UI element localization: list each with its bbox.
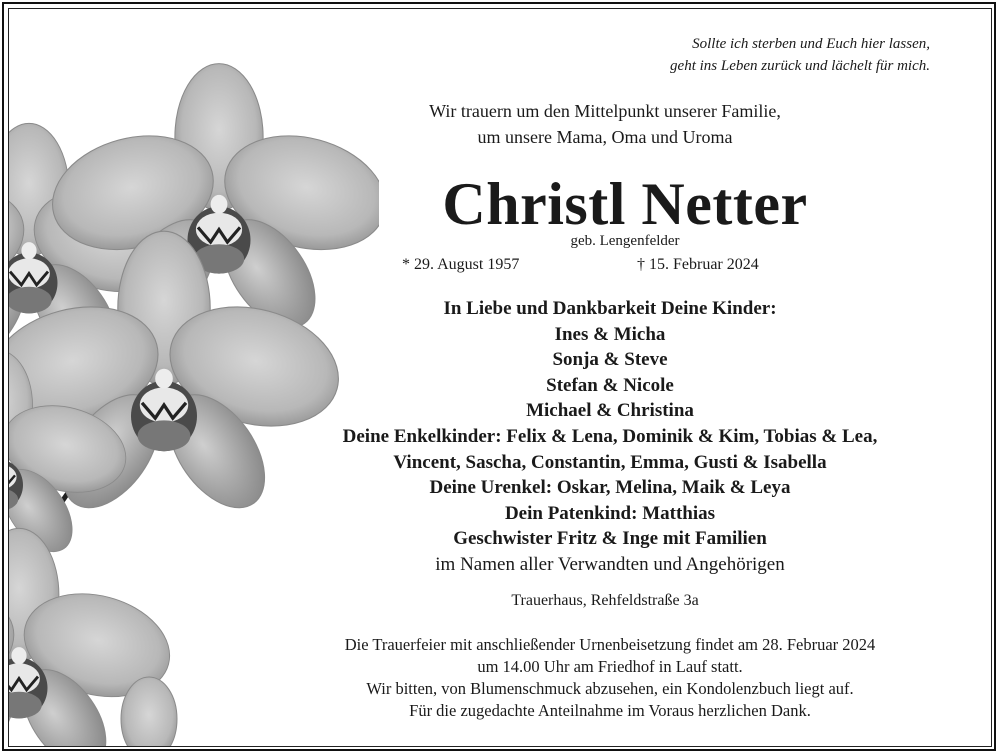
- mourner-line: Michael & Christina: [526, 400, 694, 422]
- service-info: [240, 634, 980, 722]
- intro-line: um unsere Mama, Oma und Uroma: [477, 127, 733, 147]
- relatives-line: im Namen aller Verwandten und Angehörigen: [435, 553, 785, 575]
- mourner-line: In Liebe und Dankbarkeit Deine Kinder:: [443, 298, 777, 319]
- deceased-name: Christl Netter: [442, 171, 808, 237]
- intro-text: [380, 98, 830, 150]
- mourning-house: Trauerhaus, Rehfeldstraße 3a: [511, 592, 699, 609]
- memorial-quote: [670, 33, 930, 77]
- mourner-line: Sonja & Steve: [552, 349, 668, 371]
- mourner-line: Vincent, Sascha, Constantin, Emma, Gusti & Isabella: [393, 451, 827, 473]
- birth-name: geb. Lengenfelder: [570, 233, 680, 249]
- quote-line: Sollte ich sterben und Euch hier lassen,: [692, 36, 930, 52]
- mourner-line: Dein Patenkind: Matthias: [504, 502, 716, 524]
- intro-line: Wir trauern um den Mittelpunkt unserer Familie,: [429, 101, 781, 121]
- mourner-line: Stefan & Nicole: [546, 374, 674, 396]
- service-line: um 14.00 Uhr am Friedhof in Lauf statt.: [477, 657, 743, 676]
- mourner-line: Deine Enkelkinder: Felix & Lena, Dominik & Kim, Tobias & Lea,: [342, 425, 878, 447]
- mourner-line: Deine Urenkel: Oskar, Melina, Maik & Leya: [429, 477, 791, 499]
- service-line: Wir bitten, von Blumenschmuck abzusehen, ein Kondolenzbuch liegt auf.: [366, 679, 854, 698]
- mourners-list: [240, 296, 980, 578]
- birth-date: * 29. August 1957: [402, 256, 520, 273]
- quote-line: geht ins Leben zurück und lächelt für mich.: [670, 58, 930, 74]
- life-dates: [400, 256, 820, 278]
- mourner-line: Geschwister Fritz & Inge mit Familien: [453, 528, 767, 550]
- death-date: † 15. Februar 2024: [637, 256, 759, 273]
- service-line: Die Trauerfeier mit anschließender Urnenbeisetzung findet am 28. Februar 2024: [344, 635, 876, 654]
- service-line: Für die zugedachte Anteilnahme im Voraus herzlichen Dank.: [409, 701, 811, 720]
- mourner-line: Ines & Micha: [554, 323, 666, 345]
